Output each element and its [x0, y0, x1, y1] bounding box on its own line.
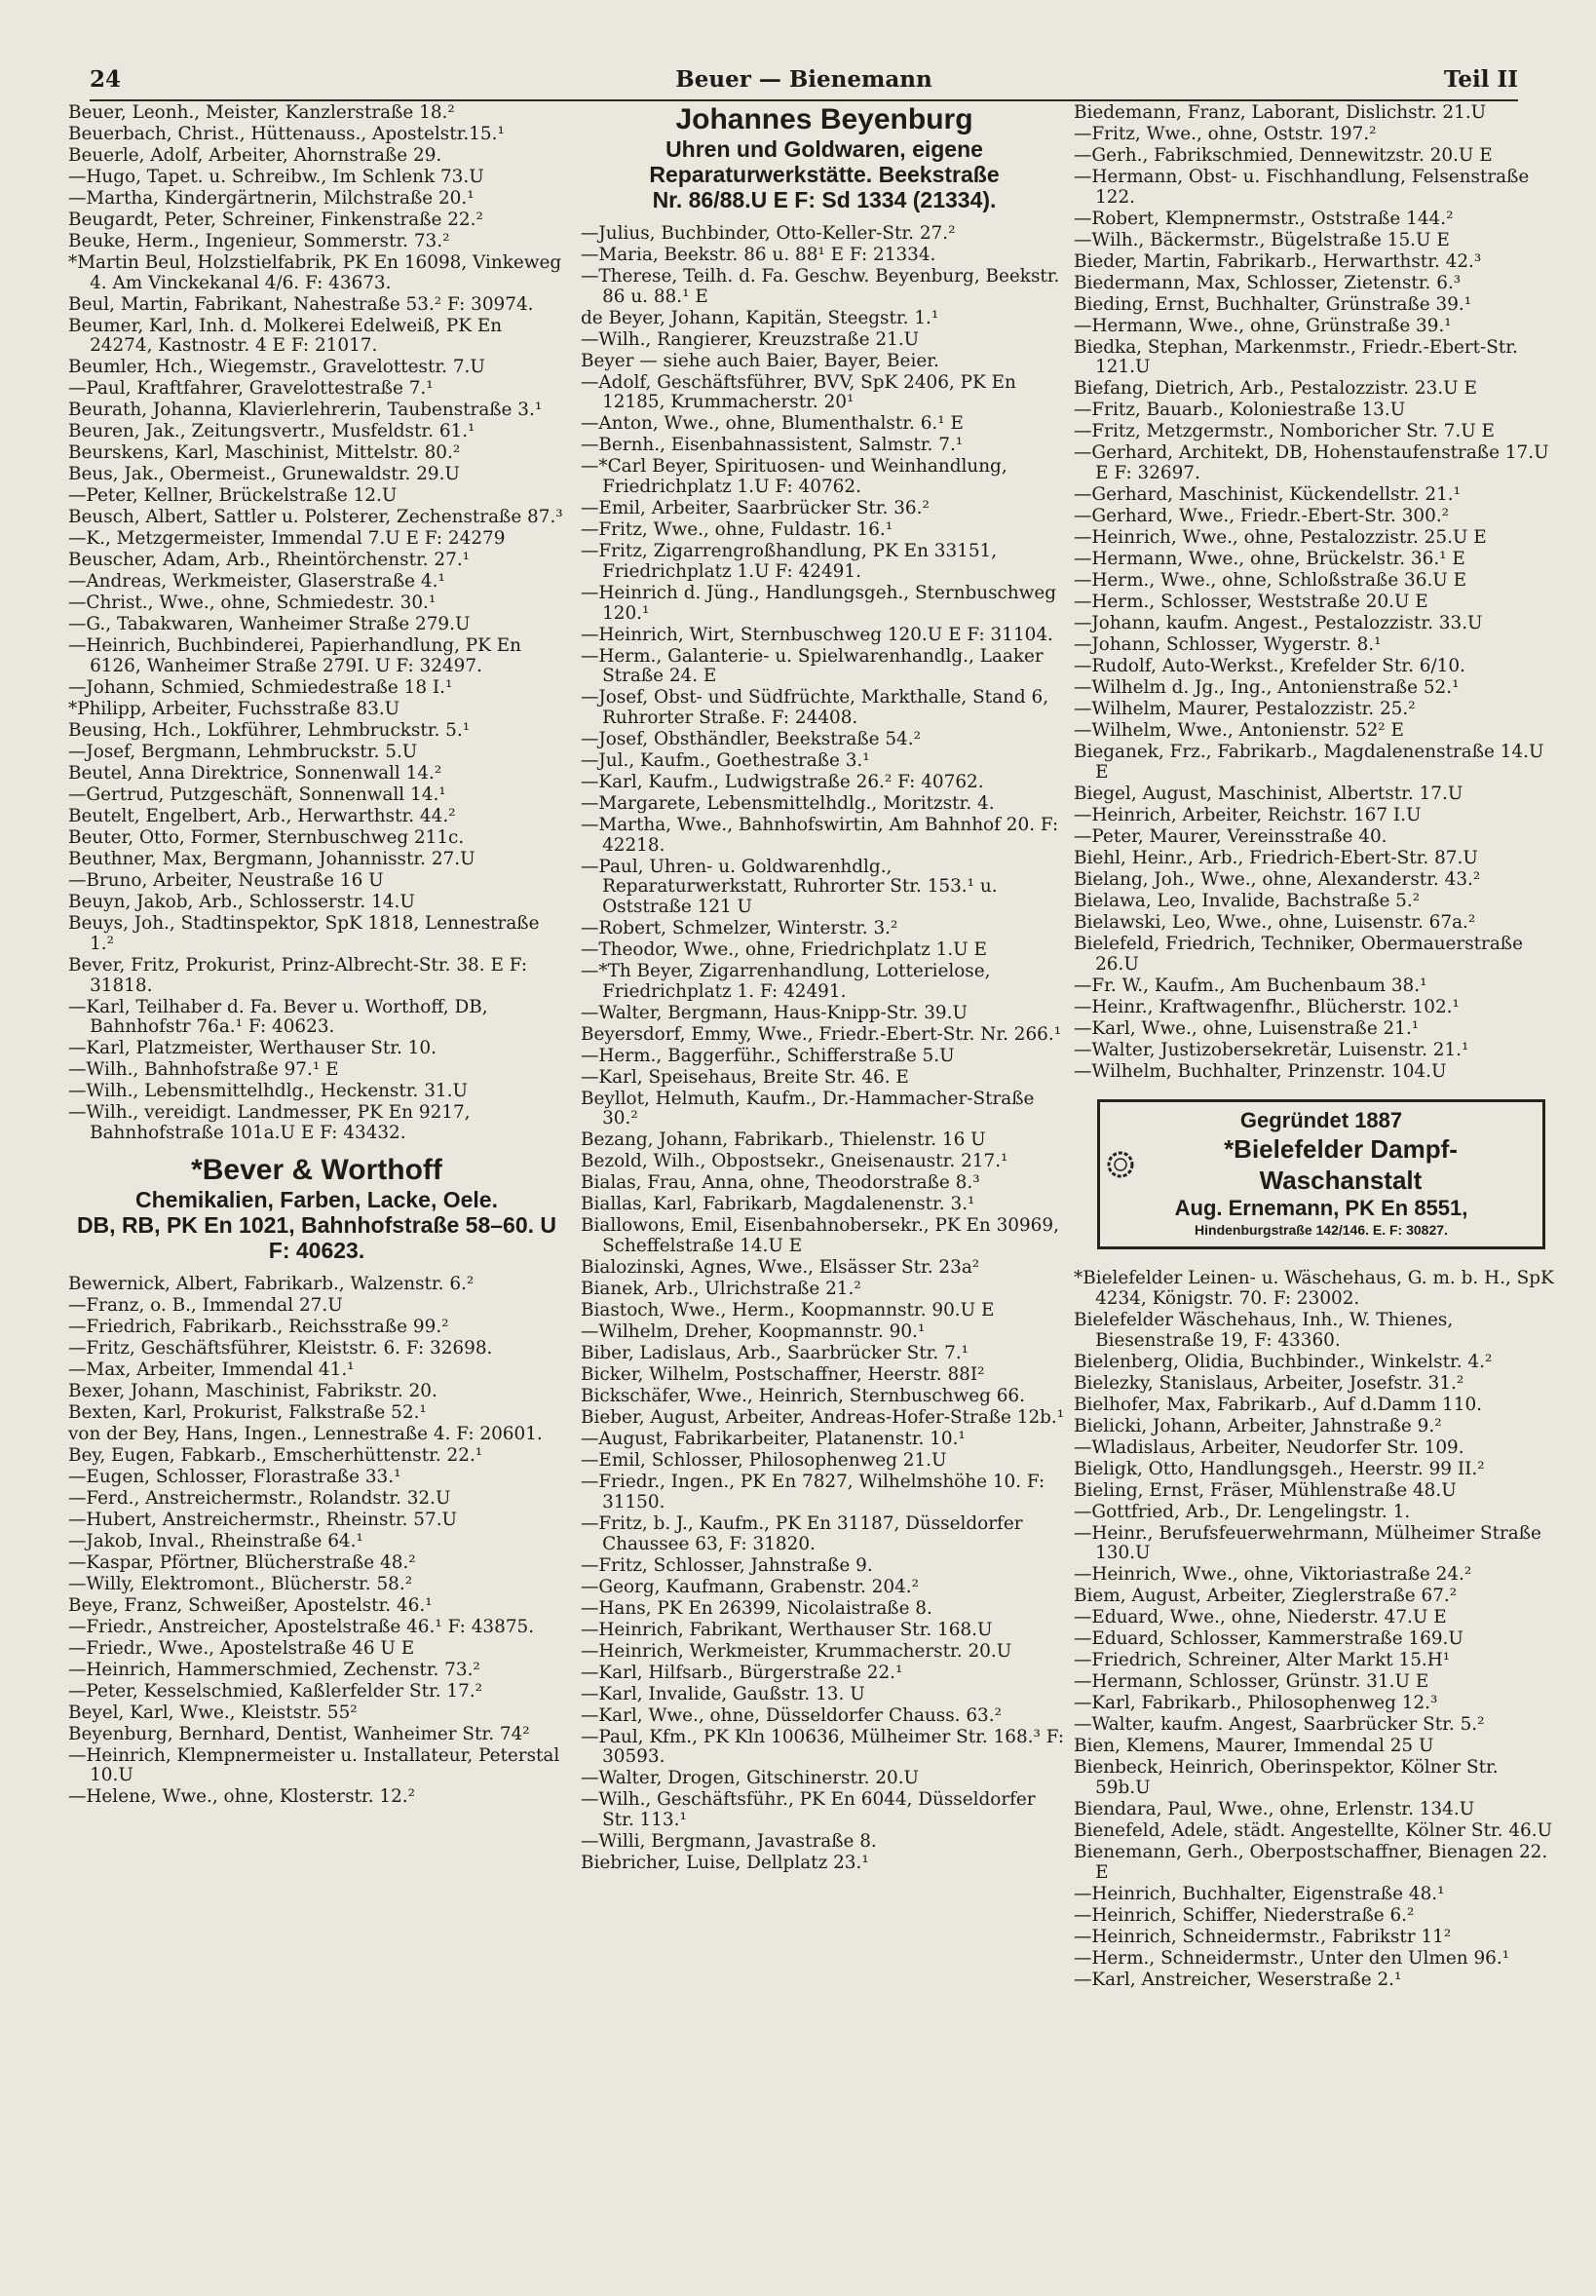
directory-entry: —Hermann, Wwe., ohne, Brückelstr. 36.¹ E	[1074, 549, 1465, 570]
page-number: 24	[90, 66, 122, 93]
ad-line: Reparaturwerkstätte. Beekstraße	[649, 162, 1000, 187]
directory-entry: Bielefelder Wäschehaus, Inh., W. Thienes, Biesenstraße 19, F: 43360.	[1074, 1309, 1454, 1351]
directory-entry: Bieganek, Frz., Fabrikarb., Magdalenenstraße 14.U E	[1074, 742, 1544, 783]
directory-entry: —Eduard, Wwe., ohne, Niederstr. 47.U E	[1074, 1607, 1447, 1628]
directory-entry: —Bernh., Eisenbahnassistent, Salmstr. 7.¹	[581, 435, 964, 456]
directory-entry: —Fritz, b. J., Kaufm., PK En 31187, Düsseldorfer Chaussee 63, F: 31820.	[581, 1512, 1023, 1554]
directory-entry: —Heinrich, Klempnermeister u. Installateur, Peterstal 10.U	[68, 1744, 560, 1786]
directory-entry: Beutelt, Engelbert, Arb., Herwarthstr. 44.²	[68, 806, 456, 827]
directory-entry: Bielenberg, Olidia, Buchbinder., Winkelstr. 4.²	[1074, 1351, 1493, 1372]
directory-entry: —Fritz, Zigarrengroßhandlung, PK En 33151, Friedrichplatz 1.U F: 42491.	[581, 541, 998, 582]
directory-entry: —Heinr., Kraftwagenfhr., Blücherstr. 102.¹	[1074, 996, 1460, 1017]
directory-entry: —Friedrich, Fabrikarb., Reichsstraße 99.²	[68, 1316, 449, 1337]
directory-entry: Beuren, Jak., Zeitungsvertr., Musfeldstr. 61.¹	[68, 421, 475, 442]
directory-entry: —Walter, kaufm. Angest, Saarbrücker Str. 5.²	[1074, 1714, 1485, 1736]
ad-bielefelder-waschanstalt	[1097, 1099, 1545, 1249]
directory-entry: —Wilhelm, Dreher, Koopmannstr. 90.¹	[581, 1321, 926, 1343]
directory-entry: —Heinrich, Wwe., ohne, Viktoriastraße 24.²	[1074, 1564, 1472, 1586]
directory-entry: —Walter, Drogen, Gitschinerstr. 20.U	[581, 1768, 920, 1789]
directory-entry: —Friedr., Ingen., PK En 7827, Wilhelmshöhe 10. F: 31150.	[581, 1472, 1045, 1512]
directory-entry: —Josef, Bergmann, Lehmbruckstr. 5.U	[68, 742, 418, 763]
directory-entry: Biedka, Stephan, Markenmstr., Friedr.-Ebert-Str. 121.U	[1074, 336, 1518, 378]
directory-entry: Bienbeck, Heinrich, Oberinspektor, Kölner Str. 59b.U	[1074, 1757, 1499, 1799]
column-right	[1074, 103, 1557, 2267]
directory-entry: —Karl, Wwe., ohne, Luisenstraße 21.¹	[1074, 1017, 1420, 1039]
part-label: Teil II	[1443, 66, 1518, 93]
directory-entry: —Karl, Hilfsarb., Bürgerstraße 22.¹	[581, 1662, 903, 1683]
directory-entry: —*Carl Beyer, Spirituosen- und Weinhandlung, Friedrichplatz 1.U F: 40762.	[581, 456, 1007, 498]
directory-entry: —Paul, Kraftfahrer, Gravelottestraße 7.¹	[68, 378, 434, 400]
directory-entry: —Heinrich, Buchbinderei, Papierhandlung, PK En 6126, Wanheimer Straße 279I. U F: 32497.	[68, 635, 521, 677]
directory-entry: Biedermann, Max, Schlosser, Zietenstr. 6.³	[1074, 272, 1462, 293]
directory-entry: —Hermann, Schlosser, Grünstr. 31.U E	[1074, 1671, 1429, 1693]
directory-entry: Bialas, Frau, Anna, ohne, Theodorstraße 8.³	[581, 1172, 980, 1194]
directory-entry: —Wilh., Bahnhofstraße 97.¹ E	[68, 1059, 339, 1081]
ad-line: Nr. 86/88.U E F: Sd 1334 (21334).	[652, 187, 997, 212]
directory-entry: Bickschäfer, Wwe., Heinrich, Sternbuschweg 66.	[581, 1386, 1025, 1407]
directory-entry: Beyllot, Helmuth, Kaufm., Dr.-Hammacher-Straße 30.²	[581, 1088, 1035, 1129]
directory-entry: Beuys, Joh., Stadtinspektor, SpK 1818, Lennestraße 1.²	[68, 913, 540, 954]
directory-entry: *Bielefelder Leinen- u. Wäschehaus, G. m. b. H., SpK 4234, Königstr. 70. F: 23002.	[1074, 1268, 1554, 1309]
directory-entry: —Fritz, Wwe., ohne, Fuldastr. 16.¹	[581, 519, 893, 541]
directory-entry: —Paul, Kfm., PK Kln 100636, Mülheimer Str. 168.³ F: 30593.	[581, 1726, 1065, 1768]
directory-entry: —Anton, Wwe., ohne, Blumenthalstr. 6.¹ E	[581, 413, 964, 435]
directory-entry: Beyer — siehe auch Baier, Bayer, Beier.	[581, 350, 939, 371]
directory-entry: —Josef, Obst- und Südfrüchte, Markthalle, Stand 6, Ruhrorter Straße. F: 24408.	[581, 687, 1049, 728]
directory-entry: —Herm., Wwe., ohne, Schloßstraße 36.U E	[1074, 570, 1467, 592]
entry-list-middle	[581, 224, 1068, 1874]
directory-entry: —Hans, PK En 26399, Nicolaistraße 8.	[581, 1597, 932, 1619]
ad-bever-worthoff	[68, 1154, 565, 1263]
directory-entry: Bezold, Wilh., Obpostsekr., Gneisenaustr. 217.¹	[581, 1151, 1008, 1172]
directory-entry: —Johann, Schmied, Schmiedestraße 18 I.¹	[68, 677, 453, 699]
directory-entry: —Kaspar, Pförtner, Blücherstraße 48.²	[68, 1551, 416, 1573]
directory-entry: —Hugo, Tapet. u. Schreibw., Im Schlenk 73.U	[68, 167, 484, 187]
directory-entry: —Herm., Schlosser, Weststraße 20.U E	[1074, 592, 1428, 613]
directory-entry: Biebricher, Luise, Dellplatz 23.¹	[581, 1852, 869, 1873]
entry-list-right-lower	[1074, 1269, 1557, 1990]
directory-entry: Bewernick, Albert, Fabrikarb., Walzenstr. 6.²	[68, 1273, 475, 1294]
directory-entry: Biastoch, Wwe., Herm., Koopmannstr. 90.U E	[581, 1300, 995, 1321]
directory-entry: —Heinrich, Hammerschmied, Zechenstr. 73.²	[68, 1659, 480, 1680]
directory-entry: Beyersdorf, Emmy, Wwe., Friedr.-Ebert-Str. Nr. 266.¹	[581, 1023, 1062, 1045]
directory-entry: —Martha, Wwe., Bahnhofswirtin, Am Bahnhof 20. F: 42218.	[581, 814, 1059, 856]
directory-entry: —Karl, Anstreicher, Weserstraße 2.¹	[1074, 1969, 1402, 1990]
directory-entry: —Heinrich, Arbeiter, Reichstr. 167 I.U	[1074, 804, 1422, 825]
directory-entry: —Walter, Justizobersekretär, Luisenstr. 21.¹	[1074, 1039, 1469, 1060]
directory-entry: Beuerle, Adolf, Arbeiter, Ahornstraße 29.	[68, 145, 442, 166]
ad-address: Hindenburgstraße 142/146. E. F: 30827.	[1195, 1222, 1448, 1239]
directory-entry: —Heinrich, Schneidermstr., Fabrikstr 11²	[1074, 1926, 1452, 1947]
directory-entry: —Karl, Teilhaber d. Fa. Bever u. Worthoff, DB, Bahnhofstr 76a.¹ F: 40623.	[68, 996, 488, 1038]
running-title: Beuer — Bienemann	[675, 66, 932, 93]
ad-line: Chemikalien, Farben, Lacke, Oele.	[135, 1186, 498, 1212]
directory-entry: Beusch, Albert, Sattler u. Polsterer, Zechenstraße 87.³	[68, 507, 563, 528]
directory-entry: —Heinrich, Wirt, Sternbuschweg 120.U E F: 31104.	[581, 624, 1053, 645]
directory-entry: Bielang, Joh., Wwe., ohne, Alexanderstr. 43.²	[1074, 868, 1481, 890]
ad-beyenburg	[581, 103, 1068, 212]
directory-entry: Beuke, Herm., Ingenieur, Sommerstr. 73.²	[68, 231, 450, 251]
directory-entry: Biefang, Dietrich, Arb., Pestalozzistr. 23.U E	[1074, 378, 1477, 400]
directory-entry: —Peter, Maurer, Vereinsstraße 40.	[1074, 825, 1387, 847]
ad-owner: Aug. Ernemann, PK En 8551,	[1174, 1196, 1468, 1221]
directory-entry: *Philipp, Arbeiter, Fuchsstraße 83.U	[68, 699, 400, 720]
directory-entry: —Eugen, Schlosser, Florastraße 33.¹	[68, 1466, 401, 1487]
directory-entry: —Fritz, Wwe., ohne, Oststr. 197.²	[1074, 124, 1377, 144]
directory-entry: —Gerh., Fabrikschmied, Dennewitzstr. 20.U E	[1074, 145, 1493, 166]
directory-entry: —Helene, Wwe., ohne, Klosterstr. 12.²	[68, 1786, 416, 1808]
column-middle	[581, 103, 1068, 2267]
directory-entry: Beuter, Otto, Former, Sternbuschweg 211c.	[68, 827, 465, 849]
directory-entry: —Georg, Kaufmann, Grabenstr. 204.²	[581, 1576, 919, 1597]
directory-entry: —Gerhard, Maschinist, Kückendellstr. 21.¹	[1074, 484, 1462, 506]
directory-entry: —Franz, o. B., Immendal 27.U	[68, 1294, 343, 1316]
directory-entry: von der Bey, Hans, Ingen., Lennestraße 4. F: 20601.	[68, 1423, 543, 1444]
page-header	[90, 64, 1518, 101]
directory-entry: —Gottfried, Arb., Dr. Lengelingstr. 1.	[1074, 1501, 1411, 1522]
directory-entry: Beuthner, Max, Bergmann, Johannisstr. 27.U	[68, 849, 475, 870]
directory-entry: —Karl, Kaufm., Ludwigstraße 26.² F: 40762.	[581, 771, 984, 792]
directory-entry: —Bruno, Arbeiter, Neustraße 16 U	[68, 870, 384, 892]
directory-entry: Bever, Fritz, Prokurist, Prinz-Albrecht-Str. 38. E F: 31818.	[68, 954, 528, 996]
directory-entry: Bielefeld, Friedrich, Techniker, Obermauerstraße 26.U	[1074, 933, 1523, 975]
directory-entry: Beumler, Hch., Wiegemstr., Gravelottestr. 7.U	[68, 357, 485, 378]
directory-entry: —Jul., Kaufm., Goethestraße 3.¹	[581, 749, 870, 771]
directory-entry: Bielawski, Leo, Wwe., ohne, Luisenstr. 67a.²	[1074, 911, 1476, 933]
directory-entry: —Wilh., vereidigt. Landmesser, PK En 9217, Bahnhofstraße 101a.U E F: 43432.	[68, 1102, 471, 1143]
directory-entry: —August, Fabrikarbeiter, Platanenstr. 10.¹	[581, 1429, 966, 1450]
directory-entry: —Herm., Schneidermstr., Unter den Ulmen 96.¹	[1074, 1947, 1510, 1969]
directory-entry: —Wilhelm, Maurer, Pestalozzistr. 25.²	[1074, 699, 1416, 720]
directory-entry: —Fritz, Geschäftsführer, Kleiststr. 6. F: 32698.	[68, 1337, 493, 1358]
directory-entry: —Hubert, Anstreichermstr., Rheinstr. 57.U	[68, 1509, 458, 1530]
directory-entry: Beus, Jak., Obermeist., Grunewaldstr. 29.U	[68, 464, 460, 485]
directory-entry: Bey, Eugen, Fabkarb., Emscherhüttenstr. 22.¹	[68, 1444, 483, 1466]
directory-entry: —*Th Beyer, Zigarrenhandlung, Lotterielose, Friedrichplatz 1. F: 42491.	[581, 961, 991, 1002]
directory-entry: —Christ., Wwe., ohne, Schmiedestr. 30.¹	[68, 593, 437, 614]
directory-entry: —Robert, Schmelzer, Winterstr. 3.²	[581, 918, 898, 939]
directory-entry: Beuerbach, Christ., Hüttenauss., Apostelstr.15.¹	[68, 124, 505, 144]
directory-entry: —Wladislaus, Arbeiter, Neudorfer Str. 109.	[1074, 1436, 1464, 1458]
directory-entry: Bielhofer, Max, Fabrikarb., Auf d.Damm 110.	[1074, 1394, 1482, 1415]
entry-list-left-lower	[68, 1275, 565, 1808]
directory-entry: Biem, August, Arbeiter, Zieglerstraße 67.²	[1074, 1586, 1458, 1607]
ad-line: Uhren und Goldwaren, eigene	[665, 136, 983, 162]
directory-entry: —Hermann, Obst- u. Fischhandlung, Felsenstraße 122.	[1074, 167, 1530, 208]
directory-entry: —K., Metzgermeister, Immendal 7.U E F: 24279	[68, 528, 506, 550]
ad-line: DB, RB, PK En 1021, Bahnhofstraße 58–60. U F: 40623.	[76, 1211, 557, 1263]
directory-entry: —Willy, Elektromont., Blücherstr. 58.²	[68, 1573, 413, 1594]
directory-entry: —Friedrich, Schreiner, Alter Markt 15.H¹	[1074, 1650, 1451, 1671]
directory-entry: Beye, Franz, Schweißer, Apostelstr. 46.¹	[68, 1594, 433, 1616]
directory-entry: Biedemann, Franz, Laborant, Dislichstr. 21.U	[1074, 103, 1487, 123]
wreath-icon	[1104, 1148, 1137, 1181]
directory-entry: —Wilh., Rangierer, Kreuzstraße 21.U	[581, 328, 920, 350]
directory-entry: —Karl, Platzmeister, Werthauser Str. 10.	[68, 1038, 437, 1059]
directory-entry: —Johann, Schlosser, Wygerstr. 8.¹	[1074, 634, 1382, 656]
ad-firm-name: *Bielefelder Dampf-Waschanstalt	[1224, 1134, 1458, 1196]
entry-list-right	[1074, 103, 1557, 1082]
directory-entry: —Karl, Wwe., ohne, Düsseldorfer Chauss. 63.²	[581, 1704, 1002, 1726]
directory-entry: —Martha, Kindergärtnerin, Milchstraße 20.¹	[68, 188, 475, 209]
directory-entry: —Gertrud, Putzgeschäft, Sonnenwall 14.¹	[68, 784, 446, 806]
directory-entry: —Wilhelm, Wwe., Antonienstr. 52² E	[1074, 720, 1404, 742]
ad-firm-row	[1104, 1133, 1539, 1196]
directory-entry: —Heinrich, Schiffer, Niederstraße 6.²	[1074, 1904, 1415, 1926]
directory-entry: Bielezky, Stanislaus, Arbeiter, Josefstr. 31.²	[1074, 1372, 1464, 1394]
directory-entry: Beuscher, Adam, Arb., Rheintörchenstr. 27.¹	[68, 550, 471, 571]
directory-entry: Bieligk, Otto, Handlungsgeh., Heerstr. 99 II.²	[1074, 1458, 1485, 1479]
directory-entry: Beumer, Karl, Inh. d. Molkerei Edelweiß, PK En 24274, Kastnostr. 4 E F: 21017.	[68, 315, 503, 357]
directory-entry: —Peter, Kellner, Brückelstraße 12.U	[68, 485, 398, 507]
directory-entry: Beurskens, Karl, Maschinist, Mittelstr. 80.²	[68, 442, 461, 464]
directory-entry: —Wilhelm d. Jg., Ing., Antonienstraße 52.¹	[1074, 677, 1460, 699]
directory-entry: Bien, Klemens, Maurer, Immendal 25 U	[1074, 1736, 1434, 1757]
directory-entry: —Heinrich, Fabrikant, Werthauser Str. 168.U	[581, 1619, 993, 1640]
directory-entry: Beul, Martin, Fabrikant, Nahestraße 53.² F: 30974.	[68, 293, 534, 315]
directory-entry: Bielawa, Leo, Invalide, Bachstraße 5.²	[1074, 890, 1421, 911]
directory-entry: Beyenburg, Bernhard, Dentist, Wanheimer Str. 74²	[68, 1723, 530, 1744]
directory-entry: —Eduard, Schlosser, Kammerstraße 169.U	[1074, 1628, 1463, 1650]
directory-entry: —Therese, Teilh. d. Fa. Geschw. Beyenburg, Beekstr. 86 u. 88.¹ E	[581, 266, 1060, 307]
directory-entry: de Beyer, Johann, Kapitän, Steegstr. 1.¹	[581, 307, 939, 328]
directory-entry: —Peter, Kesselschmied, Kaßlerfelder Str. 17.²	[68, 1680, 483, 1702]
directory-entry: Bienefeld, Adele, städt. Angestellte, Kölner Str. 46.U	[1074, 1820, 1553, 1842]
directory-entry: —Emil, Arbeiter, Saarbrücker Str. 36.²	[581, 498, 930, 519]
directory-entry: —Hermann, Wwe., ohne, Grünstraße 39.¹	[1074, 315, 1452, 336]
directory-entry: Beuyn, Jakob, Arb., Schlosserstr. 14.U	[68, 892, 415, 913]
directory-entry: —Friedr., Anstreicher, Apostelstraße 46.¹ F: 43875.	[68, 1616, 535, 1637]
directory-entry: —Johann, kaufm. Angest., Pestalozzistr. 33.U	[1074, 613, 1483, 634]
directory-entry: Bezang, Johann, Fabrikarb., Thielenstr. 16 U	[581, 1129, 986, 1151]
directory-entry: Biegel, August, Maschinist, Albertstr. 17.U	[1074, 783, 1463, 804]
directory-entry: —Heinrich, Wwe., ohne, Pestalozzistr. 25.U E	[1074, 527, 1487, 549]
directory-entry: —Wilh., Geschäftsführ., PK En 6044, Düsseldorfer Str. 113.¹	[581, 1789, 1036, 1830]
ad-title: Johannes Beyenburg	[675, 103, 973, 135]
directory-entry: —Josef, Obsthändler, Beekstraße 54.²	[581, 728, 921, 749]
directory-entry: —Karl, Speisehaus, Breite Str. 46. E	[581, 1066, 909, 1088]
directory-entry: Bieling, Ernst, Fräser, Mühlenstraße 48.U	[1074, 1479, 1457, 1501]
directory-entry: —Margarete, Lebensmittelhdlg., Moritzstr. 4.	[581, 792, 995, 814]
directory-entry: Bieding, Ernst, Buchhalter, Grünstraße 39.¹	[1074, 293, 1472, 315]
directory-entry: *Martin Beul, Holzstielfabrik, PK En 16098, Vinkeweg 4. Am Vinckekanal 4/6. F: 43673.	[68, 252, 562, 293]
directory-entry: Beuer, Leonh., Meister, Kanzlerstraße 18.²	[68, 103, 455, 123]
directory-entry: —Willi, Bergmann, Javastraße 8.	[581, 1830, 877, 1852]
directory-entry: —Wilh., Lebensmittelhdlg., Heckenstr. 31.U	[68, 1081, 468, 1102]
directory-entry: —Maria, Beekstr. 86 u. 88¹ E F: 21334.	[581, 245, 936, 265]
directory-entry: —Wilh., Bäckermstr., Bügelstraße 15.U E	[1074, 229, 1450, 250]
directory-entry: —Heinrich, Buchhalter, Eigenstraße 48.¹	[1074, 1883, 1445, 1904]
directory-entry: Bicker, Wilhelm, Postschaffner, Heerstr. 88I²	[581, 1364, 985, 1386]
directory-entry: —Friedr., Wwe., Apostelstraße 46 U E	[68, 1637, 415, 1659]
directory-entry: —Heinrich d. Jüng., Handlungsgeh., Sternbuschweg 120.¹	[581, 582, 1057, 624]
directory-entry: Beyel, Karl, Wwe., Kleiststr. 55²	[68, 1702, 358, 1723]
directory-entry: —Ferd., Anstreichermstr., Rolandstr. 32.U	[68, 1487, 451, 1509]
directory-entry: Bienemann, Gerh., Oberpostschaffner, Bienagen 22. E	[1074, 1842, 1548, 1883]
directory-entry: —Herm., Galanterie- u. Spielwarenhandlg., Laaker Straße 24. E	[581, 645, 1044, 687]
directory-entry: Bialozinski, Agnes, Wwe., Elsässer Str. 23a²	[581, 1257, 980, 1279]
ad-founded: Gegründet 1887	[1239, 1108, 1403, 1133]
directory-entry: —Emil, Schlosser, Philosophenweg 21.U	[581, 1450, 947, 1472]
directory-entry: —Walter, Bergmann, Haus-Knipp-Str. 39.U	[581, 1002, 968, 1023]
directory-entry: —Julius, Buchbinder, Otto-Keller-Str. 27.²	[581, 223, 956, 244]
directory-entry: Bieber, August, Arbeiter, Andreas-Hofer-Straße 12b.¹	[581, 1407, 1065, 1429]
directory-entry: —Fritz, Metzgermstr., Nomboricher Str. 7.U E	[1074, 421, 1495, 442]
directory-entry: Bianek, Arb., Ulrichstraße 21.²	[581, 1279, 861, 1300]
directory-entry: —Theodor, Wwe., ohne, Friedrichplatz 1.U E	[581, 939, 987, 961]
directory-entry: —Heinrich, Werkmeister, Krummacherstr. 20.U	[581, 1640, 1012, 1662]
directory-entry: —Adolf, Geschäftsführer, BVV, SpK 2406, PK En 12185, Krummacherstr. 20¹	[581, 371, 1016, 413]
directory-entry: —Herm., Baggerführ., Schifferstraße 5.U	[581, 1045, 955, 1066]
directory-entry: —Karl, Fabrikarb., Philosophenweg 12.³	[1074, 1693, 1438, 1714]
directory-entry: —Gerhard, Wwe., Friedr.-Ebert-Str. 300.²	[1074, 506, 1450, 527]
directory-entry: Beurath, Johanna, Klavierlehrerin, Taubenstraße 3.¹	[68, 400, 543, 421]
directory-entry: —Gerhard, Architekt, DB, Hohenstaufenstraße 17.U E F: 32697.	[1074, 442, 1549, 484]
directory-entry: Biallowons, Emil, Eisenbahnobersekr., PK En 30969, Scheffelstraße 14.U E	[581, 1215, 1059, 1257]
directory-entry: —Fr. W., Kaufm., Am Buchenbaum 38.¹	[1074, 975, 1427, 996]
directory-entry: Biehl, Heinr., Arb., Friedrich-Ebert-Str. 87.U	[1074, 847, 1478, 868]
directory-entry: Biallas, Karl, Fabrikarb, Magdalenenstr. 3.¹	[581, 1194, 975, 1215]
entry-list-left	[68, 103, 565, 1144]
directory-entry: —Wilhelm, Buchhalter, Prinzenstr. 104.U	[1074, 1060, 1447, 1082]
directory-entry: —Paul, Uhren- u. Goldwarenhdlg., Reparaturwerkstatt, Ruhrorter Str. 153.¹ u. Oststraße 121 U	[581, 856, 998, 918]
directory-entry: Beugardt, Peter, Schreiner, Finkenstraße 22.²	[68, 210, 483, 230]
directory-entry: —Max, Arbeiter, Immendal 41.¹	[68, 1358, 355, 1380]
directory-entry: Biendara, Paul, Wwe., ohne, Erlenstr. 134.U	[1074, 1799, 1475, 1820]
directory-entry: Bexer, Johann, Maschinist, Fabrikstr. 20.	[68, 1380, 437, 1401]
directory-entry: Beutel, Anna Direktrice, Sonnenwall 14.²	[68, 763, 442, 784]
directory-entry: —Fritz, Schlosser, Jahnstraße 9.	[581, 1554, 873, 1576]
directory-entry: Beusing, Hch., Lokführer, Lehmbruckstr. 5.¹	[68, 720, 471, 742]
column-left	[68, 103, 565, 2267]
directory-entry: Bielicki, Johann, Arbeiter, Jahnstraße 9.²	[1074, 1415, 1442, 1436]
directory-entry: —Andreas, Werkmeister, Glaserstraße 4.¹	[68, 571, 445, 593]
directory-entry: —Karl, Invalide, Gaußstr. 13. U	[581, 1683, 865, 1704]
directory-entry: —Jakob, Inval., Rheinstraße 64.¹	[68, 1530, 363, 1551]
ad-title: *Bever & Worthoff	[191, 1153, 442, 1186]
directory-entry: Biber, Ladislaus, Arb., Saarbrücker Str. 7.¹	[581, 1343, 969, 1364]
directory-entry: Bexten, Karl, Prokurist, Falkstraße 52.¹	[68, 1401, 427, 1423]
directory-entry: —Fritz, Bauarb., Koloniestraße 13.U	[1074, 400, 1406, 421]
directory-entry: —G., Tabakwaren, Wanheimer Straße 279.U	[68, 614, 471, 635]
directory-entry: Bieder, Martin, Fabrikarb., Herwarthstr. 42.³	[1074, 250, 1482, 272]
directory-entry: —Heinr., Berufsfeuerwehrmann, Mülheimer Straße 130.U	[1074, 1522, 1541, 1564]
directory-entry: —Robert, Klempnermstr., Oststraße 144.²	[1074, 208, 1454, 229]
directory-entry: —Rudolf, Auto-Werkst., Krefelder Str. 6/10.	[1074, 656, 1465, 677]
